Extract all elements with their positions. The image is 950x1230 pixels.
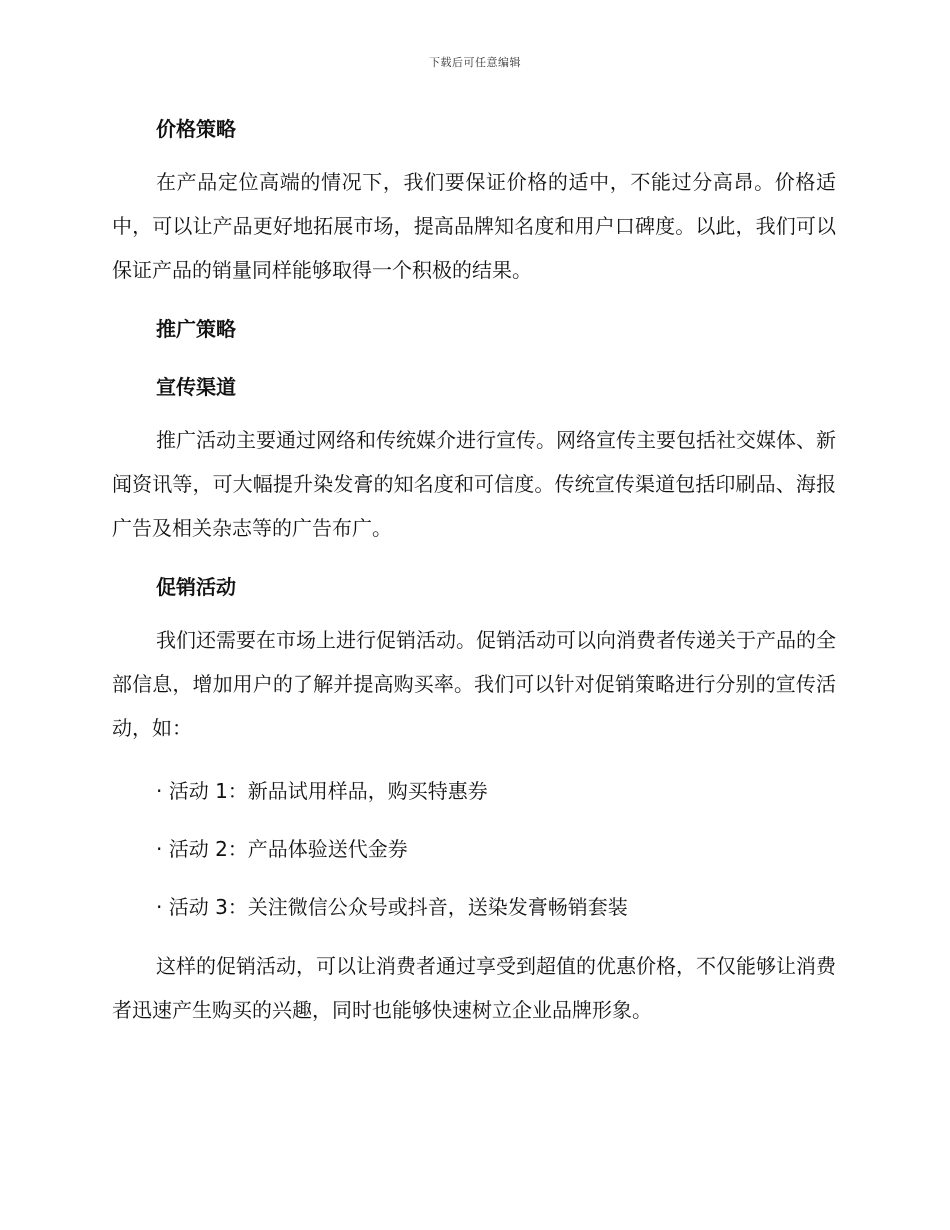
channel-paragraph: 推广活动主要通过网络和传统媒介进行宣传。网络宣传主要包括社交媒体、新闻资讯等，可大幅提升染发膏的知名度和可信度。传统宣传渠道包括印刷品、海报广告及相关杂志等的广告布广。	[112, 428, 836, 540]
price-strategy-paragraph: 在产品定位高端的情况下，我们要保证价格的适中，不能过分高昂。价格适中，可以让产品更好地拓展市场，提高品牌知名度和用户口碑度。以此，我们可以保证产品的销量同样能够取得一个积极的结果。	[112, 170, 836, 282]
sales-activity-paragraph: 我们还需要在市场上进行促销活动。促销活动可以向消费者传递关于产品的全部信息，增加用户的了解并提高购买率。我们可以针对促销策略进行分别的宣传活动，如：	[112, 628, 836, 740]
price-strategy-heading: 价格策略	[156, 117, 236, 141]
list-item: · 活动 3：关注微信公众号或抖音，送染发膏畅销套装	[156, 895, 628, 919]
list-item: · 活动 2：产品体验送代金券	[156, 837, 408, 861]
document-body	[112, 112, 836, 1032]
channel-heading: 宣传渠道	[156, 375, 236, 399]
closing-paragraph: 这样的促销活动，可以让消费者通过享受到超值的优惠价格，不仅能够让消费者迅速产生购买的兴趣，同时也能够快速树立企业品牌形象。	[112, 954, 836, 1022]
list-item: · 活动 1：新品试用样品，购买特惠券	[156, 779, 488, 803]
page-header: 下载后可任意编辑	[429, 56, 521, 69]
sales-activity-heading: 促销活动	[156, 575, 236, 599]
promotion-strategy-heading: 推广策略	[156, 317, 236, 341]
